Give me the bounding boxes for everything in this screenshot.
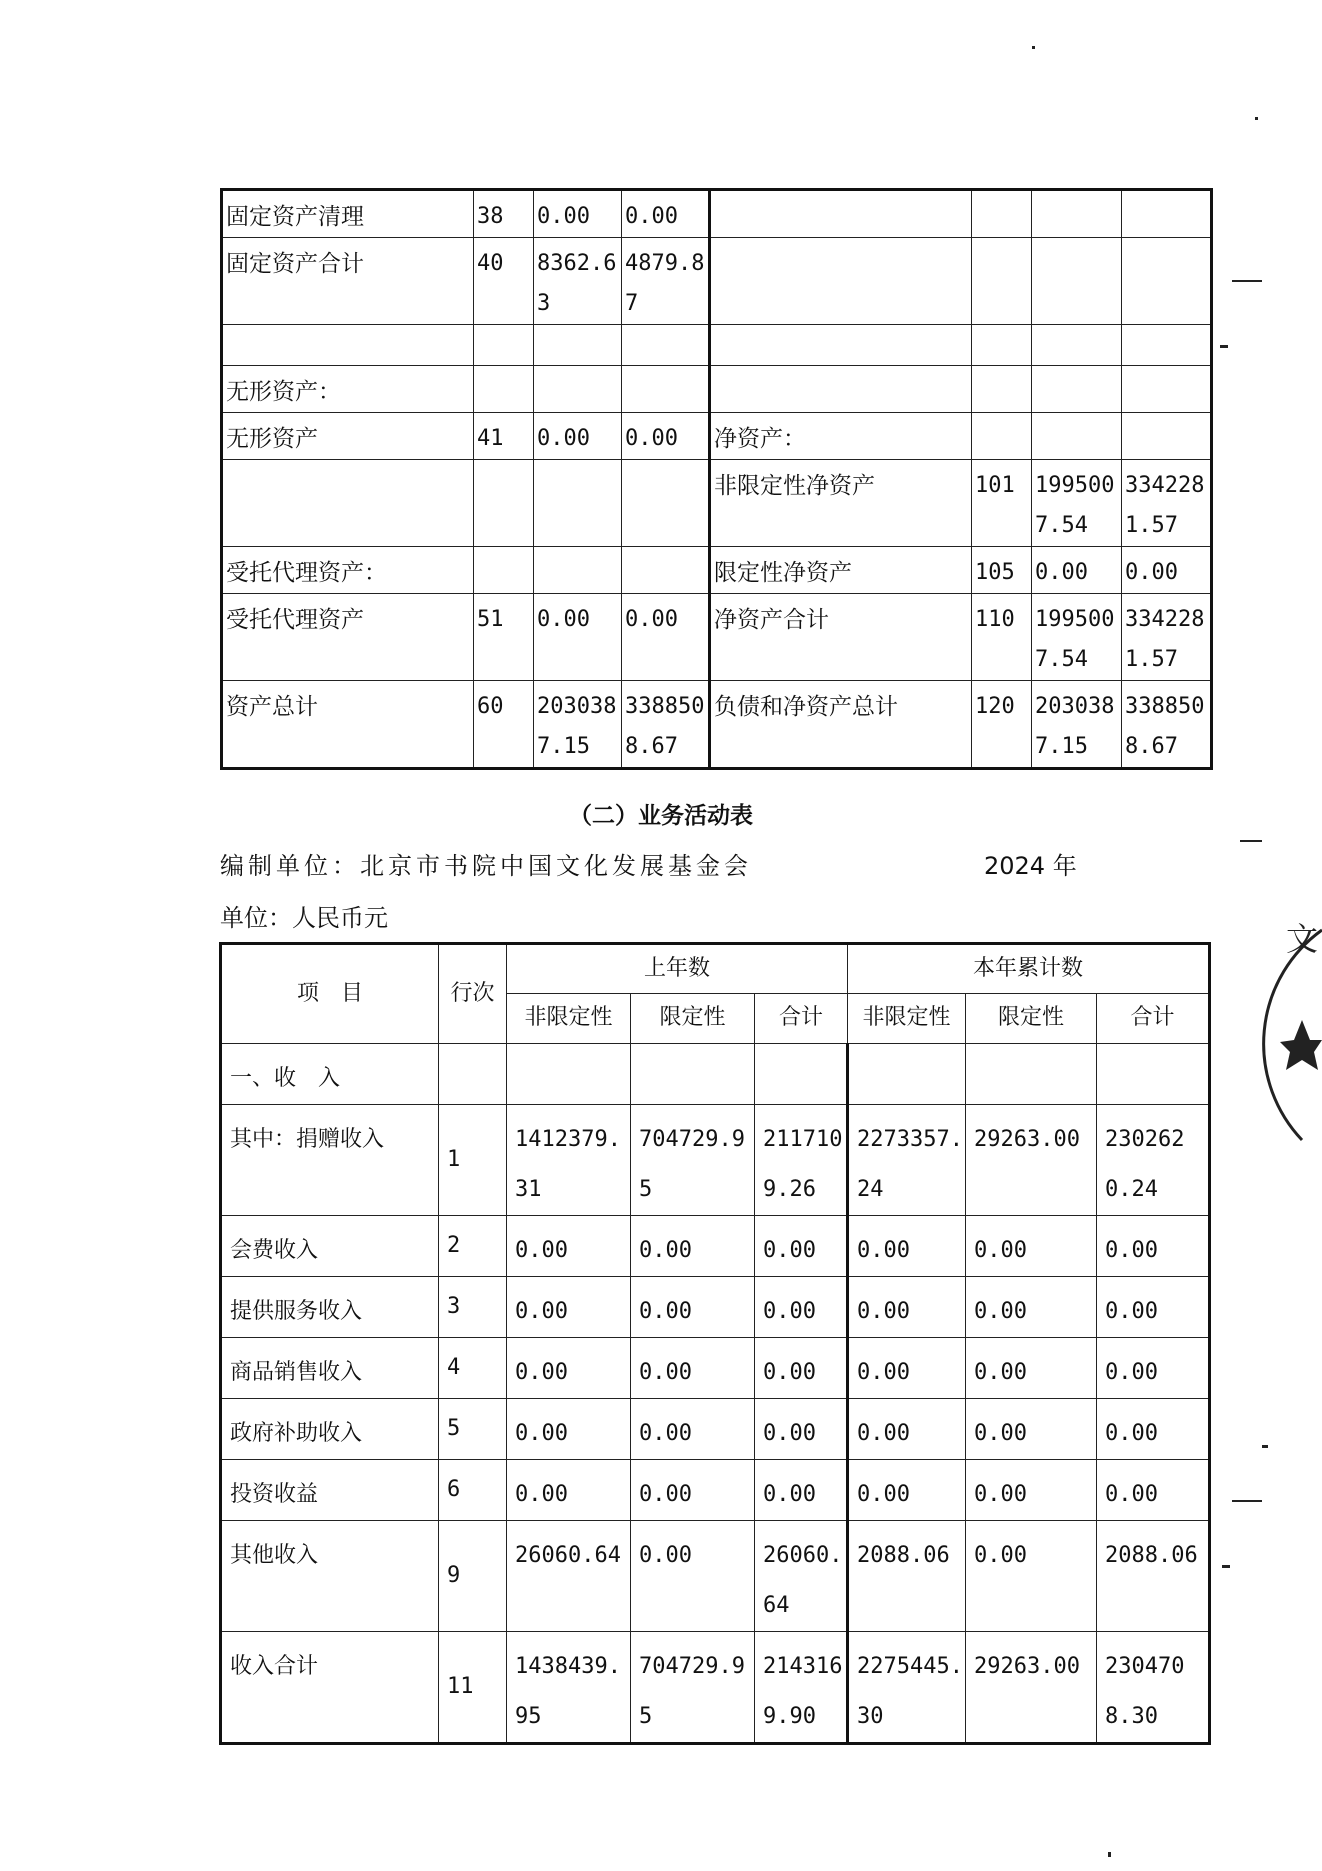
activity-cell-p2: 704729.95 [631,1632,755,1744]
activity-cell-item: 其他收入 [221,1521,439,1632]
balance-cell-r-v2 [1122,366,1212,413]
balance-cell-r-item [710,190,972,238]
balance-cell-r-item: 非限定性净资产 [710,460,972,547]
activity-cell-c2: 0.00 [966,1521,1097,1632]
balance-cell-l-item [222,325,474,366]
balance-cell-l-no: 38 [474,190,534,238]
activity-cell-p3: 2143169.90 [755,1632,848,1744]
report-year: 2024 年 [984,852,1077,880]
balance-cell-r-item: 净资产： [710,413,972,460]
balance-cell-l-item: 固定资产清理 [222,190,474,238]
balance-cell-l-v1: 0.00 [534,190,622,238]
activity-cell-c2: 0.00 [966,1338,1097,1399]
balance-cell-r-no: 101 [972,460,1032,547]
activity-cell-c3: 0.00 [1097,1399,1210,1460]
activity-cell-p2: 0.00 [631,1460,755,1521]
balance-cell-l-no: 51 [474,594,534,681]
balance-row [222,366,1212,413]
activity-cell-p2: 704729.95 [631,1105,755,1216]
balance-cell-l-no [474,366,534,413]
activity-cell-p2 [631,1044,755,1105]
balance-row [222,547,1212,594]
activity-cell-p3: 0.00 [755,1216,848,1277]
balance-cell-l-v2 [622,366,710,413]
activity-cell-item: 提供服务收入 [221,1277,439,1338]
balance-cell-l-v2 [622,547,710,594]
balance-cell-r-v1: 1995007.54 [1032,460,1122,547]
activity-cell-c3: 0.00 [1097,1216,1210,1277]
balance-cell-r-no: 120 [972,681,1032,769]
balance-cell-r-item [710,325,972,366]
activity-cell-p1: 0.00 [507,1460,631,1521]
balance-cell-r-no: 110 [972,594,1032,681]
activity-cell-p3: 0.00 [755,1399,848,1460]
activity-cell-c1: 0.00 [848,1338,966,1399]
activity-cell-p1: 26060.64 [507,1521,631,1632]
activity-cell-p3 [755,1044,848,1105]
currency-unit: 单位：人民币元 [220,904,388,932]
activity-cell-p1: 0.00 [507,1338,631,1399]
header-curr-restricted: 限定性 [966,994,1097,1044]
activity-cell-no: 1 [439,1105,507,1216]
svg-text:文: 文 [1286,920,1319,958]
activity-row [221,1338,1210,1399]
activity-cell-p2: 0.00 [631,1277,755,1338]
activity-cell-c3: 2304708.30 [1097,1632,1210,1744]
header-curr-year: 本年累计数 [848,944,1210,994]
activity-title: （二）业务活动表 [569,803,753,829]
balance-cell-r-item [710,238,972,325]
activity-cell-p3: 0.00 [755,1277,848,1338]
balance-cell-l-v2: 0.00 [622,594,710,681]
activity-cell-c2: 0.00 [966,1399,1097,1460]
balance-row [222,681,1212,769]
seal-stamp-fragment [1252,910,1322,1170]
balance-cell-l-v1: 0.00 [534,413,622,460]
activity-cell-no: 9 [439,1521,507,1632]
balance-cell-l-v2 [622,325,710,366]
balance-cell-l-no: 40 [474,238,534,325]
activity-cell-c1: 2275445.30 [848,1632,966,1744]
activity-cell-no [439,1044,507,1105]
header-prev-year: 上年数 [507,944,848,994]
header-prev-total: 合计 [755,994,848,1044]
activity-cell-c3: 0.00 [1097,1460,1210,1521]
balance-cell-r-v1: 0.00 [1032,547,1122,594]
balance-cell-l-v1 [534,460,622,547]
balance-cell-r-v2: 3388508.67 [1122,681,1212,769]
activity-cell-c2: 29263.00 [966,1632,1097,1744]
activity-cell-p3: 0.00 [755,1338,848,1399]
activity-cell-no: 4 [439,1338,507,1399]
balance-cell-r-v2 [1122,238,1212,325]
activity-cell-c2 [966,1044,1097,1105]
balance-cell-r-v1 [1032,190,1122,238]
activity-cell-p1: 1412379.31 [507,1105,631,1216]
balance-row [222,190,1212,238]
balance-cell-l-v1 [534,366,622,413]
balance-cell-r-item: 限定性净资产 [710,547,972,594]
activity-cell-item: 商品销售收入 [221,1338,439,1399]
balance-cell-l-v2: 3388508.67 [622,681,710,769]
activity-cell-no: 3 [439,1277,507,1338]
activity-cell-item: 收入合计 [221,1632,439,1744]
balance-cell-l-no [474,547,534,594]
activity-cell-c1: 0.00 [848,1399,966,1460]
balance-cell-r-v2: 0.00 [1122,547,1212,594]
balance-cell-l-no: 41 [474,413,534,460]
activity-cell-p3: 26060.64 [755,1521,848,1632]
balance-cell-r-item: 负债和净资产总计 [710,681,972,769]
organization-line: 编制单位：北京市书院中国文化发展基金会 [220,852,752,880]
balance-cell-r-no [972,366,1032,413]
balance-cell-r-v1 [1032,325,1122,366]
activity-cell-no: 5 [439,1399,507,1460]
balance-cell-r-no [972,325,1032,366]
balance-cell-l-item: 固定资产合计 [222,238,474,325]
activity-cell-c1: 0.00 [848,1277,966,1338]
balance-cell-l-no: 60 [474,681,534,769]
activity-row [221,1105,1210,1216]
balance-cell-r-no: 105 [972,547,1032,594]
balance-cell-r-v1 [1032,413,1122,460]
balance-cell-l-v1: 0.00 [534,594,622,681]
activity-row [221,1460,1210,1521]
activity-cell-p3: 0.00 [755,1460,848,1521]
activity-cell-item: 政府补助收入 [221,1399,439,1460]
activity-cell-no: 6 [439,1460,507,1521]
balance-cell-r-v1: 1995007.54 [1032,594,1122,681]
balance-cell-r-v2: 3342281.57 [1122,594,1212,681]
balance-cell-r-item: 净资产合计 [710,594,972,681]
balance-row [222,594,1212,681]
balance-cell-r-v2: 3342281.57 [1122,460,1212,547]
activity-row [221,1216,1210,1277]
balance-cell-l-no [474,460,534,547]
balance-cell-l-v2: 0.00 [622,413,710,460]
balance-cell-l-v2: 4879.87 [622,238,710,325]
balance-cell-r-no [972,190,1032,238]
balance-cell-l-v1: 2030387.15 [534,681,622,769]
activity-row [221,1399,1210,1460]
balance-cell-l-v1: 8362.63 [534,238,622,325]
header-row-no: 行次 [439,944,507,1044]
activity-row [221,1521,1210,1632]
header-curr-total: 合计 [1097,994,1210,1044]
activity-cell-c1: 2088.06 [848,1521,966,1632]
balance-cell-l-item [222,460,474,547]
balance-cell-r-item [710,366,972,413]
header-prev-unrestricted: 非限定性 [507,994,631,1044]
activity-cell-c3: 2088.06 [1097,1521,1210,1632]
balance-cell-l-item: 受托代理资产 [222,594,474,681]
activity-cell-p2: 0.00 [631,1216,755,1277]
activity-cell-c1: 0.00 [848,1460,966,1521]
activity-cell-c1: 2273357.24 [848,1105,966,1216]
activity-cell-p1: 0.00 [507,1399,631,1460]
balance-cell-l-item: 无形资产 [222,413,474,460]
activity-cell-p2: 0.00 [631,1338,755,1399]
activity-row [221,1632,1210,1744]
activity-cell-p1 [507,1044,631,1105]
activity-cell-p2: 0.00 [631,1399,755,1460]
balance-row [222,325,1212,366]
activity-row [221,1277,1210,1338]
balance-cell-l-no [474,325,534,366]
balance-sheet-table [220,188,1213,770]
header-curr-unrestricted: 非限定性 [848,994,966,1044]
balance-cell-l-item: 受托代理资产： [222,547,474,594]
activity-cell-no: 2 [439,1216,507,1277]
balance-cell-r-v1 [1032,366,1122,413]
balance-cell-r-v2 [1122,413,1212,460]
activity-cell-no: 11 [439,1632,507,1744]
activity-cell-c3: 0.00 [1097,1277,1210,1338]
balance-cell-r-v2 [1122,190,1212,238]
balance-cell-l-item: 资产总计 [222,681,474,769]
activity-cell-p1: 0.00 [507,1277,631,1338]
balance-row [222,460,1212,547]
activity-cell-item: 其中：捐赠收入 [221,1105,439,1216]
activity-cell-c2: 29263.00 [966,1105,1097,1216]
activity-cell-item: 投资收益 [221,1460,439,1521]
balance-cell-l-v1 [534,325,622,366]
activity-row [221,1044,1210,1105]
balance-row [222,238,1212,325]
activity-table [219,942,1211,1745]
header-item: 项 目 [221,944,439,1044]
balance-cell-r-v1 [1032,238,1122,325]
balance-row [222,413,1212,460]
activity-cell-c2: 0.00 [966,1216,1097,1277]
activity-cell-c2: 0.00 [966,1460,1097,1521]
balance-cell-l-v2: 0.00 [622,190,710,238]
activity-cell-c3: 0.00 [1097,1338,1210,1399]
balance-cell-r-v2 [1122,325,1212,366]
activity-cell-p1: 0.00 [507,1216,631,1277]
activity-cell-item: 一、收 入 [221,1044,439,1105]
activity-cell-p3: 2117109.26 [755,1105,848,1216]
header-prev-restricted: 限定性 [631,994,755,1044]
balance-cell-r-no [972,238,1032,325]
balance-cell-l-v2 [622,460,710,547]
activity-cell-p2: 0.00 [631,1521,755,1632]
activity-cell-item: 会费收入 [221,1216,439,1277]
activity-cell-p1: 1438439.95 [507,1632,631,1744]
balance-cell-r-no [972,413,1032,460]
activity-cell-c2: 0.00 [966,1277,1097,1338]
activity-cell-c1: 0.00 [848,1216,966,1277]
balance-cell-l-v1 [534,547,622,594]
balance-cell-l-item: 无形资产： [222,366,474,413]
activity-cell-c3 [1097,1044,1210,1105]
activity-cell-c1 [848,1044,966,1105]
activity-cell-c3: 2302620.24 [1097,1105,1210,1216]
balance-cell-r-v1: 2030387.15 [1032,681,1122,769]
